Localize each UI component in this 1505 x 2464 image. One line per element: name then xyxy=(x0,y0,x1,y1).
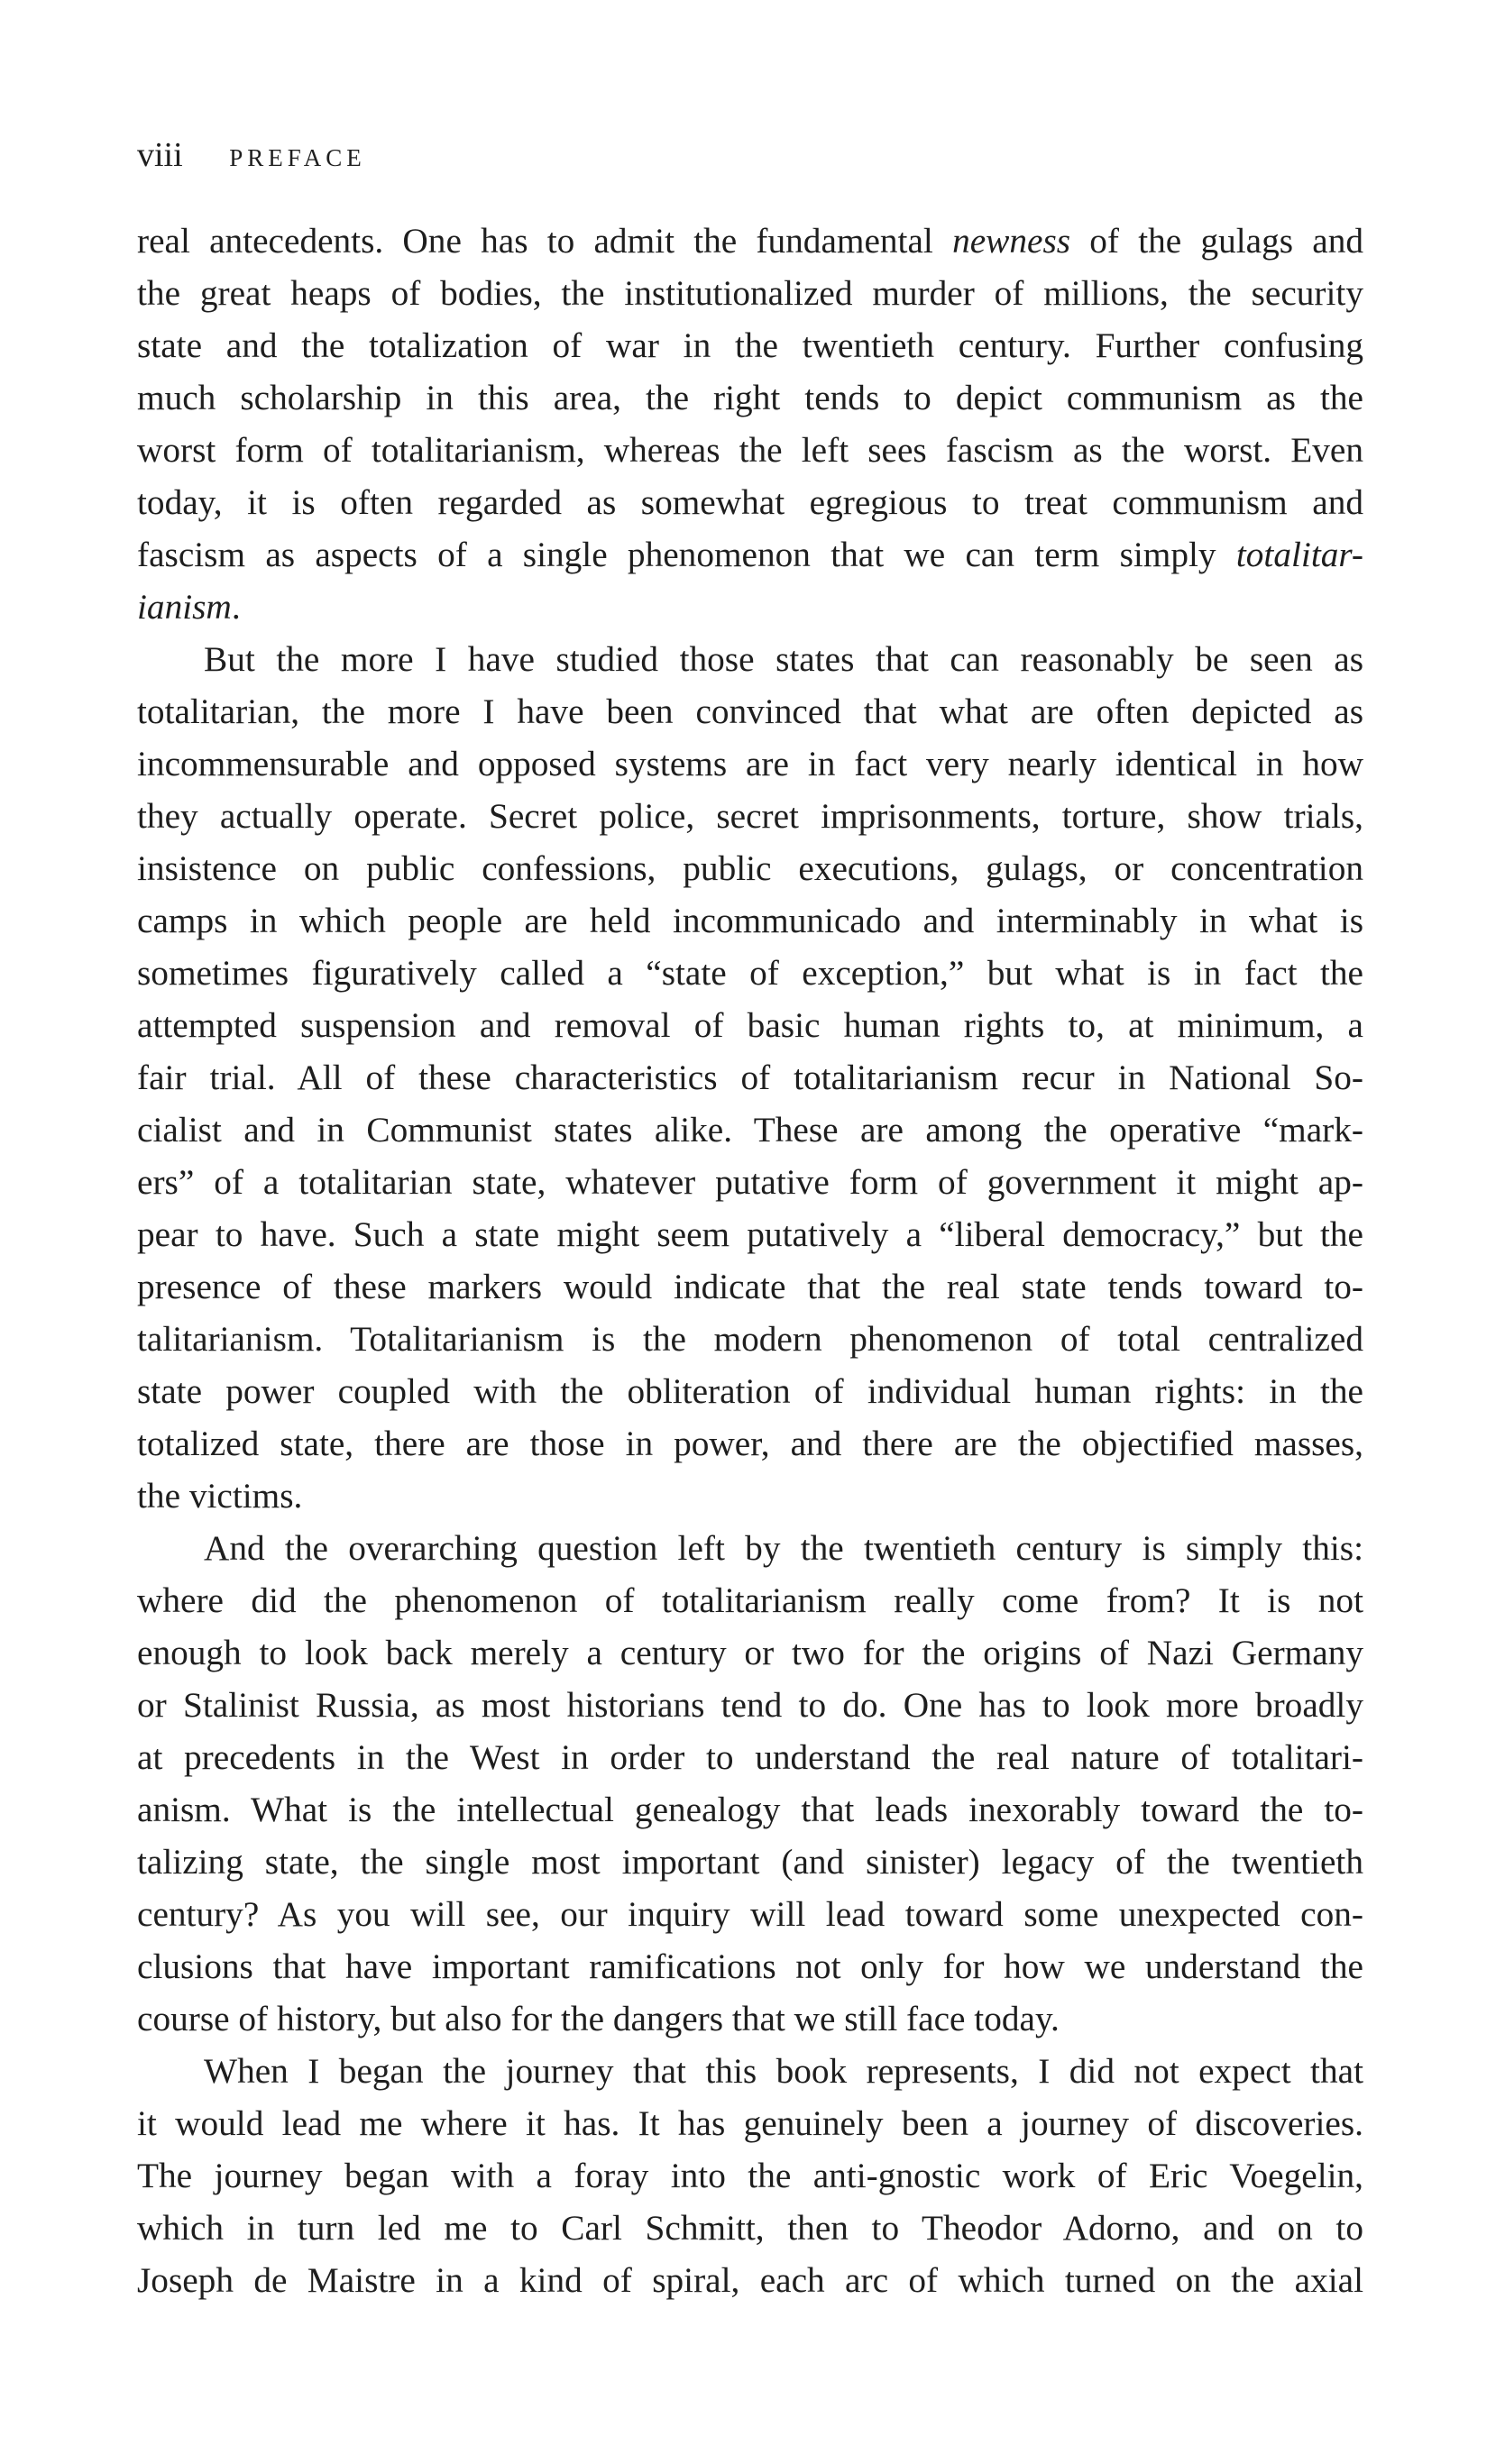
text-run: cialist and in Communist states alike. These are among the operative “mark- xyxy=(137,1110,1363,1150)
text-line xyxy=(137,1783,1363,1836)
text-line xyxy=(137,215,1363,267)
paragraph xyxy=(137,633,1363,1522)
text-line xyxy=(137,1104,1363,1156)
text-line xyxy=(137,528,1363,581)
text-line xyxy=(137,1208,1363,1260)
text-line xyxy=(137,790,1363,842)
text-run: And the overarching question left by the twentieth century is simply this: xyxy=(204,1528,1363,1568)
text-line xyxy=(137,424,1363,476)
text-line xyxy=(137,894,1363,947)
text-run: talizing state, the single most important (and sinister) legacy of the twentieth xyxy=(137,1842,1363,1882)
text-run: which in turn led me to Carl Schmitt, then to Theodor Adorno, and on to xyxy=(137,2208,1363,2248)
text-line xyxy=(137,1679,1363,1731)
text-run: . xyxy=(231,587,241,627)
text-line xyxy=(137,1417,1363,1470)
text-run: incommensurable and opposed systems are in fact very nearly identical in how xyxy=(137,744,1363,783)
text-line xyxy=(137,633,1363,685)
text-line xyxy=(137,842,1363,894)
text-line xyxy=(137,1992,1363,2045)
text-line xyxy=(137,737,1363,790)
text-line xyxy=(137,2097,1363,2149)
text-run: much scholarship in this area, the right tends to depict communism as the xyxy=(137,378,1363,417)
text-run: or Stalinist Russia, as most historians tend to do. One has to look more broadly xyxy=(137,1685,1363,1725)
italic-text: newness xyxy=(952,221,1071,261)
text-line xyxy=(137,2045,1363,2097)
text-run: The journey began with a foray into the anti-gnostic work of Eric Voegelin, xyxy=(137,2156,1363,2195)
text-run: pear to have. Such a state might seem putatively a “liberal democracy,” but the xyxy=(137,1214,1363,1254)
text-line xyxy=(137,999,1363,1051)
text-line xyxy=(137,685,1363,737)
text-line xyxy=(137,2254,1363,2306)
text-run: ers” of a totalitarian state, whatever putative form of government it might ap- xyxy=(137,1162,1363,1202)
text-line xyxy=(137,1313,1363,1365)
text-run: of the gulags and xyxy=(1070,221,1363,261)
italic-text: totalitar- xyxy=(1235,535,1363,574)
paragraph xyxy=(137,2045,1363,2306)
text-run: they actually operate. Secret police, secret imprisonments, torture, show trials, xyxy=(137,796,1363,836)
text-run: where did the phenomenon of totalitarianism really come from? It is not xyxy=(137,1580,1363,1620)
text-run: real antecedents. One has to admit the fundamental xyxy=(137,221,953,261)
text-run: Joseph de Maistre in a kind of spiral, each arc of which turned on the axial xyxy=(137,2260,1363,2300)
text-line xyxy=(137,1522,1363,1574)
section-title: PREFACE xyxy=(229,144,366,171)
text-run: talitarianism. Totalitarianism is the modern phenomenon of total centralized xyxy=(137,1319,1363,1359)
text-run: totalized state, there are those in power, and there are the objectified masses, xyxy=(137,1424,1363,1463)
text-line xyxy=(137,1731,1363,1783)
paragraph xyxy=(137,1522,1363,2045)
text-run: When I began the journey that this book represents, I did not expect that xyxy=(204,2051,1363,2091)
text-line xyxy=(137,1365,1363,1417)
text-run: camps in which people are held incommunicado and interminably in what is xyxy=(137,901,1363,940)
text-run: state and the totalization of war in the twentieth century. Further confusing xyxy=(137,325,1363,365)
text-line xyxy=(137,2202,1363,2254)
text-line xyxy=(137,319,1363,371)
text-run: enough to look back merely a century or two for the origins of Nazi Germany xyxy=(137,1633,1363,1672)
text-run: state power coupled with the obliteration of individual human rights: in the xyxy=(137,1371,1363,1411)
text-run: insistence on public confessions, public executions, gulags, or concentration xyxy=(137,848,1363,888)
text-run: century? As you will see, our inquiry will lead toward some unexpected con- xyxy=(137,1894,1363,1934)
paragraph xyxy=(137,215,1363,633)
text-run: totalitarian, the more I have been convinced that what are often depicted as xyxy=(137,692,1363,731)
italic-text: ianism xyxy=(137,587,232,627)
text-run: clusions that have important ramifications not only for how we understand the xyxy=(137,1946,1363,1986)
text-line xyxy=(137,1156,1363,1208)
text-run: But the more I have studied those states that can reasonably be seen as xyxy=(204,639,1363,679)
text-line xyxy=(137,1051,1363,1104)
running-head xyxy=(137,133,366,177)
text-run: course of history, but also for the dangers that we still face today. xyxy=(137,1999,1060,2038)
text-run: presence of these markers would indicate that the real state tends toward to- xyxy=(137,1267,1363,1306)
text-line xyxy=(137,267,1363,319)
text-line xyxy=(137,1836,1363,1888)
text-line xyxy=(137,1260,1363,1313)
text-line xyxy=(137,2149,1363,2202)
text-run: sometimes figuratively called a “state of exception,” but what is in fact the xyxy=(137,953,1363,993)
text-line xyxy=(137,1940,1363,1992)
text-run: attempted suspension and removal of basic human rights to, at minimum, a xyxy=(137,1005,1363,1045)
text-run: worst form of totalitarianism, whereas the left sees fascism as the worst. Even xyxy=(137,430,1363,470)
text-line xyxy=(137,1470,1363,1522)
text-line xyxy=(137,1888,1363,1940)
text-line xyxy=(137,476,1363,528)
text-run: it would lead me where it has. It has genuinely been a journey of discoveries. xyxy=(137,2103,1363,2143)
text-line xyxy=(137,1574,1363,1626)
text-line xyxy=(137,581,1363,633)
body-text xyxy=(137,215,1363,2306)
text-run: fascism as aspects of a single phenomenon that we can term simply xyxy=(137,535,1236,574)
text-run: the victims. xyxy=(137,1476,303,1516)
text-run: at precedents in the West in order to understand the real nature of totalitari- xyxy=(137,1737,1363,1777)
text-line xyxy=(137,371,1363,424)
text-run: fair trial. All of these characteristics of totalitarianism recur in National So- xyxy=(137,1058,1363,1097)
text-run: the great heaps of bodies, the institutionalized murder of millions, the security xyxy=(137,273,1363,313)
page-number: viii xyxy=(137,136,183,174)
text-line xyxy=(137,947,1363,999)
text-run: anism. What is the intellectual genealogy that leads inexorably toward the to- xyxy=(137,1790,1363,1829)
text-line xyxy=(137,1626,1363,1679)
text-run: today, it is often regarded as somewhat egregious to treat communism and xyxy=(137,482,1363,522)
